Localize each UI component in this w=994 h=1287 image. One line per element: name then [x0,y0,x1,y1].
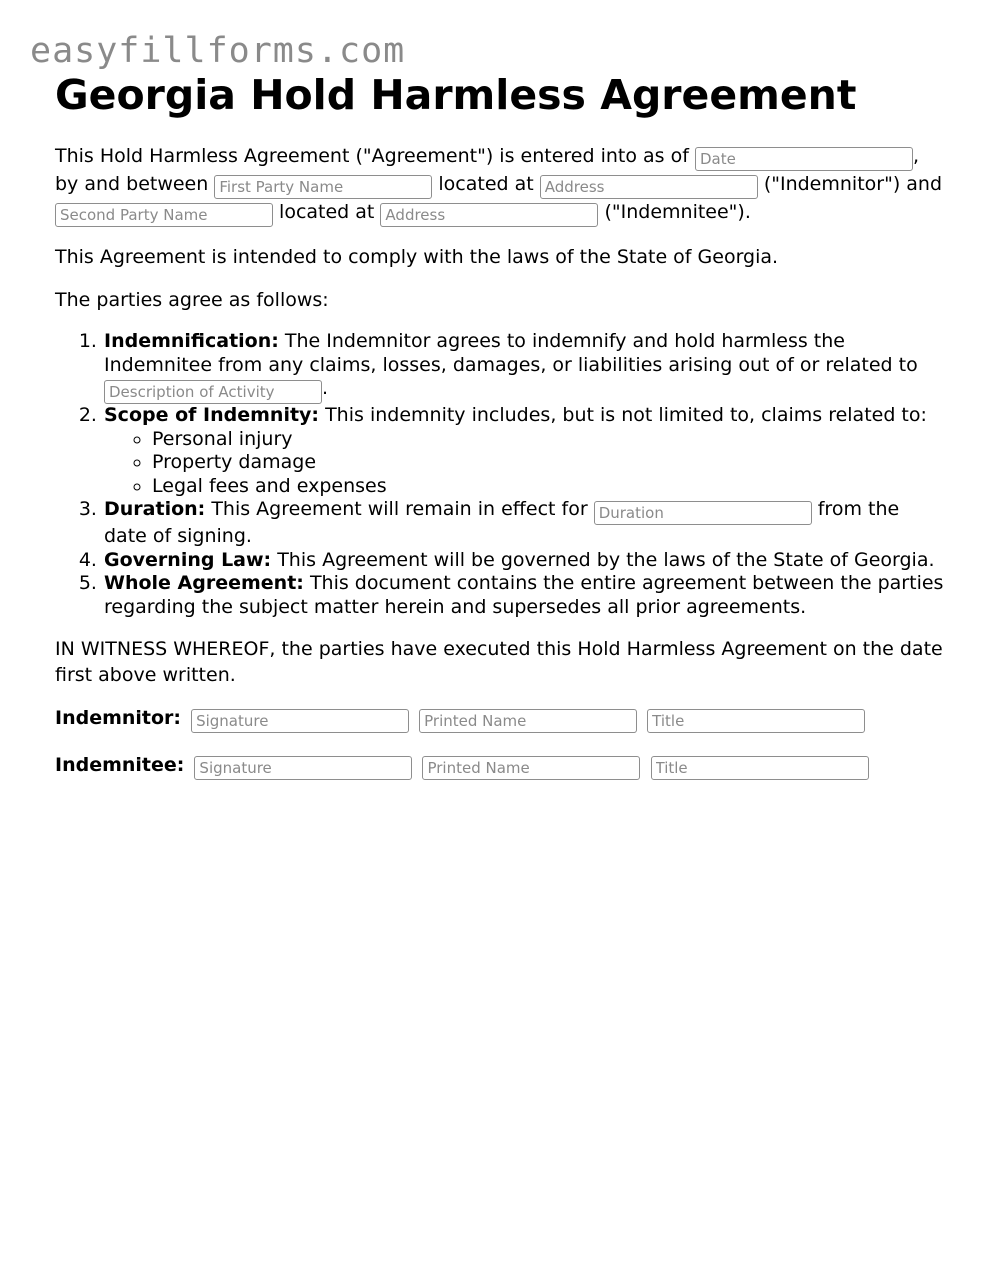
scope-item: ◦ Legal fees and expenses [152,475,945,499]
term-heading: Whole Agreement: [104,572,304,594]
term-text: from the date of signing. [104,498,900,547]
intro-comma: , [912,145,919,167]
term-heading: Governing Law: [104,548,272,571]
intro-text-6: and [906,173,943,195]
indemnitor-signature-row [55,705,945,733]
second-party-name-field[interactable] [55,203,273,227]
intro-paragraph [55,143,945,227]
activity-description-field[interactable] [104,380,322,404]
scope-item: ◦ Property damage [152,451,945,475]
term-scope [103,404,945,498]
site-watermark: easyfillforms.com [30,31,406,71]
indemnitor-title-field[interactable] [647,709,865,733]
intro-text-7: located at [279,201,375,223]
term-heading: Duration: [104,498,206,520]
indemnitee-signature-field[interactable] [194,756,412,780]
compliance-paragraph: This Agreement is intended to comply with the laws of the State of Georgia. [55,246,779,268]
term-text: This Agreement will remain in effect for [211,498,588,520]
term-text: This indemnity includes, but is not limited to, claims related to: [325,404,927,426]
indemnitor-printed-name-field[interactable] [419,709,637,733]
indemnitee-label: Indemnitee: [55,754,185,776]
intro-text-1: This Hold Harmless Agreement ("Agreement") is entered into as of [55,145,689,167]
intro-text-3: by and between [55,173,209,195]
date-field[interactable] [695,147,913,171]
indemnitee-address-field[interactable] [380,203,598,227]
indemnitee-printed-name-field[interactable] [422,756,640,780]
indemnitor-signature-field[interactable] [191,709,409,733]
witness-paragraph: IN WITNESS WHEREOF, the parties have executed this Hold Harmless Agreement on the date first above written. [55,638,943,686]
term-text: The Indemnitor agrees to indemnify and hold harmless the Indemnitee from any claims, losses, damages, or liabilities arising out of or related to [104,330,918,376]
scope-items [104,428,945,499]
term-duration [103,498,945,549]
page-title: Georgia Hold Harmless Agreement [55,71,857,119]
indemnitee-signature-row [55,752,945,780]
term-whole-agreement [103,572,945,619]
term-indemnification [103,330,945,404]
term-period: . [322,377,329,399]
first-party-name-field[interactable] [214,175,432,199]
duration-field[interactable] [594,501,812,525]
term-text: This Agreement will be governed by the laws of the State of Georgia. [277,548,935,571]
term-heading: Scope of Indemnity: [104,404,320,426]
term-governing-law [103,549,945,573]
indemnitee-title-field[interactable] [651,756,869,780]
intro-indemnitee-label: ("Indemnitee"). [604,201,751,223]
indemnitor-label: Indemnitor: [55,707,182,729]
term-text: This document contains the entire agreement between the parties regarding the subject matter herein and supersedes all prior agreements. [104,572,944,618]
terms-list [55,330,945,619]
term-heading: Indemnification: [104,330,279,352]
scope-item: ◦ Personal injury [152,428,945,452]
agreement-body [55,143,945,780]
intro-indemnitor-label: ("Indemnitor") [763,173,901,195]
intro-text-4: located at [438,173,534,195]
indemnitor-address-field[interactable] [540,175,758,199]
agree-paragraph: The parties agree as follows: [55,289,329,311]
